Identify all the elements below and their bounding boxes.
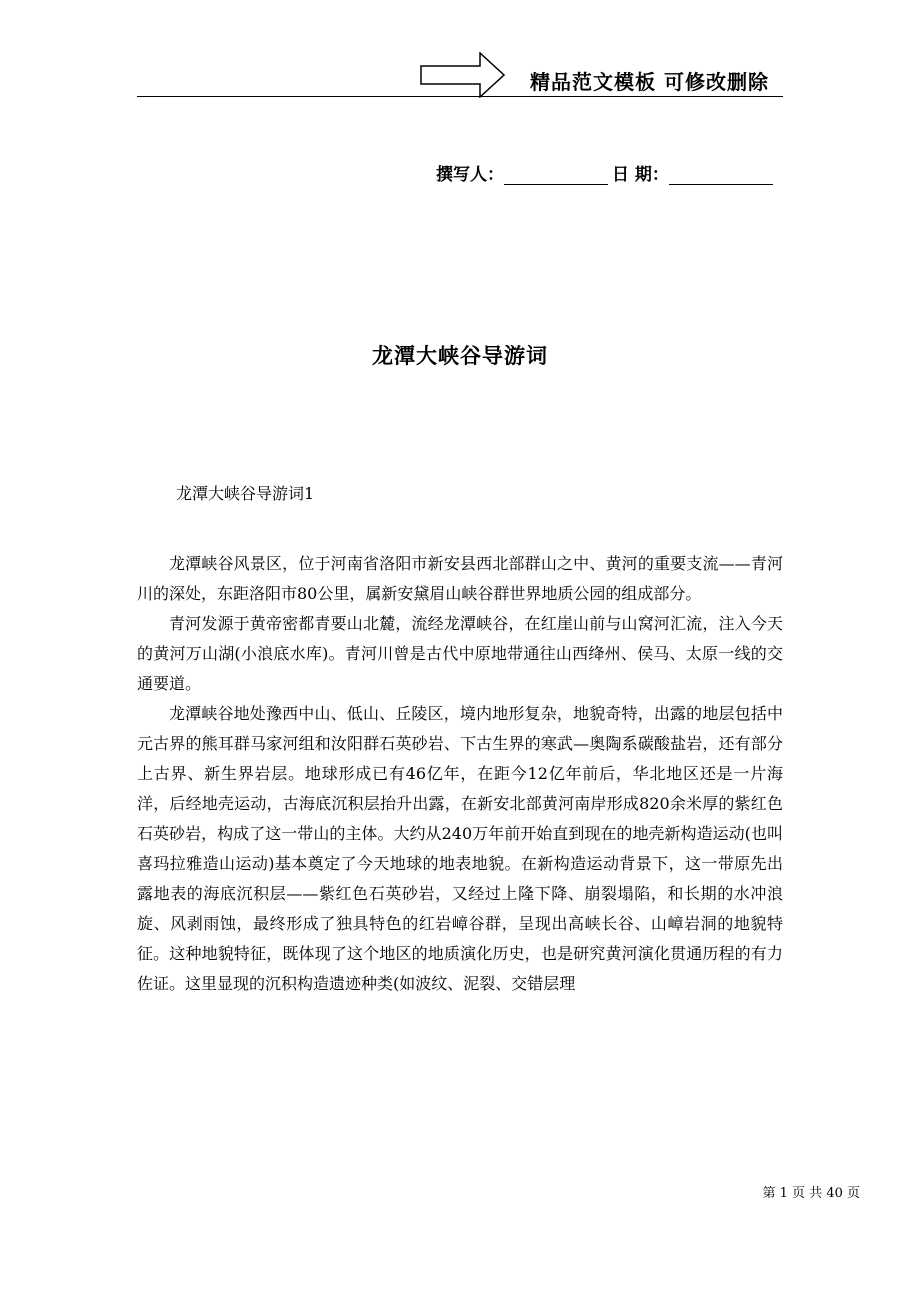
page-footer: 第 1 页 共 40 页 bbox=[762, 1186, 860, 1201]
author-label: 撰写人： bbox=[436, 165, 504, 185]
header-slogan: 精品范文模板 可修改删除 bbox=[530, 70, 769, 94]
body-paragraph: 龙潭峡谷风景区，位于河南省洛阳市新安县西北部群山之中、黄河的重要支流——青河川的深处，东距洛阳市80公里，属新安黛眉山峡谷群世界地质公园的组成部分。 bbox=[137, 554, 783, 603]
date-blank-field[interactable] bbox=[669, 164, 773, 185]
header-divider bbox=[137, 96, 783, 97]
section-heading: 龙潭大峡谷导游词1 bbox=[176, 484, 315, 503]
author-date-line bbox=[436, 160, 773, 185]
document-body bbox=[137, 549, 783, 999]
body-paragraph: 龙潭峡谷地处豫西中山、低山、丘陵区，境内地形复杂，地貌奇特，出露的地层包括中元古界的熊耳群马家河组和汝阳群石英砂岩、下古生界的寒武—奥陶系碳酸盐岩，还有部分上古界、新生界岩层。地球形成已有46亿年，在距今12亿年前后，华北地区还是一片海洋，后经地壳运动，古海底沉积层抬升出露，在新安北部黄河南岸形成820余米厚的紫红色石英砂岩，构成了这一带山的主体。大约从240万年前开始直到现在的地壳新构造运动(也叫喜玛拉雅造山运动)基本奠定了今天地球的地表地貌。在新构造运动背景下，这一带原先出露地表的海底沉积层——紫红色石英砂岩，又经过上隆下降、崩裂塌陷，和长期的水冲浪旋、风剥雨蚀，最终形成了独具特色的红岩嶂谷群，呈现出高峡长谷、山嶂岩洞的地貌特征。这种地貌特征，既体现了这个地区的地质演化历史，也是研究黄河演化贯通历程的有力佐证。这里显现的沉积构造遗迹种类(如波纹、泥裂、交错层理 bbox=[137, 704, 783, 993]
arrow-icon bbox=[420, 52, 506, 98]
document-title: 龙潭大峡谷导游词 bbox=[372, 344, 548, 368]
body-paragraph: 青河发源于黄帝密都青要山北麓，流经龙潭峡谷，在红崖山前与山窝河汇流，注入今天的黄河万山湖(小浪底水库)。青河川曾是古代中原地带通往山西绛州、侯马、太原一线的交通要道。 bbox=[137, 614, 783, 693]
date-label: 日 期： bbox=[612, 165, 669, 185]
author-blank-field[interactable] bbox=[504, 164, 608, 185]
